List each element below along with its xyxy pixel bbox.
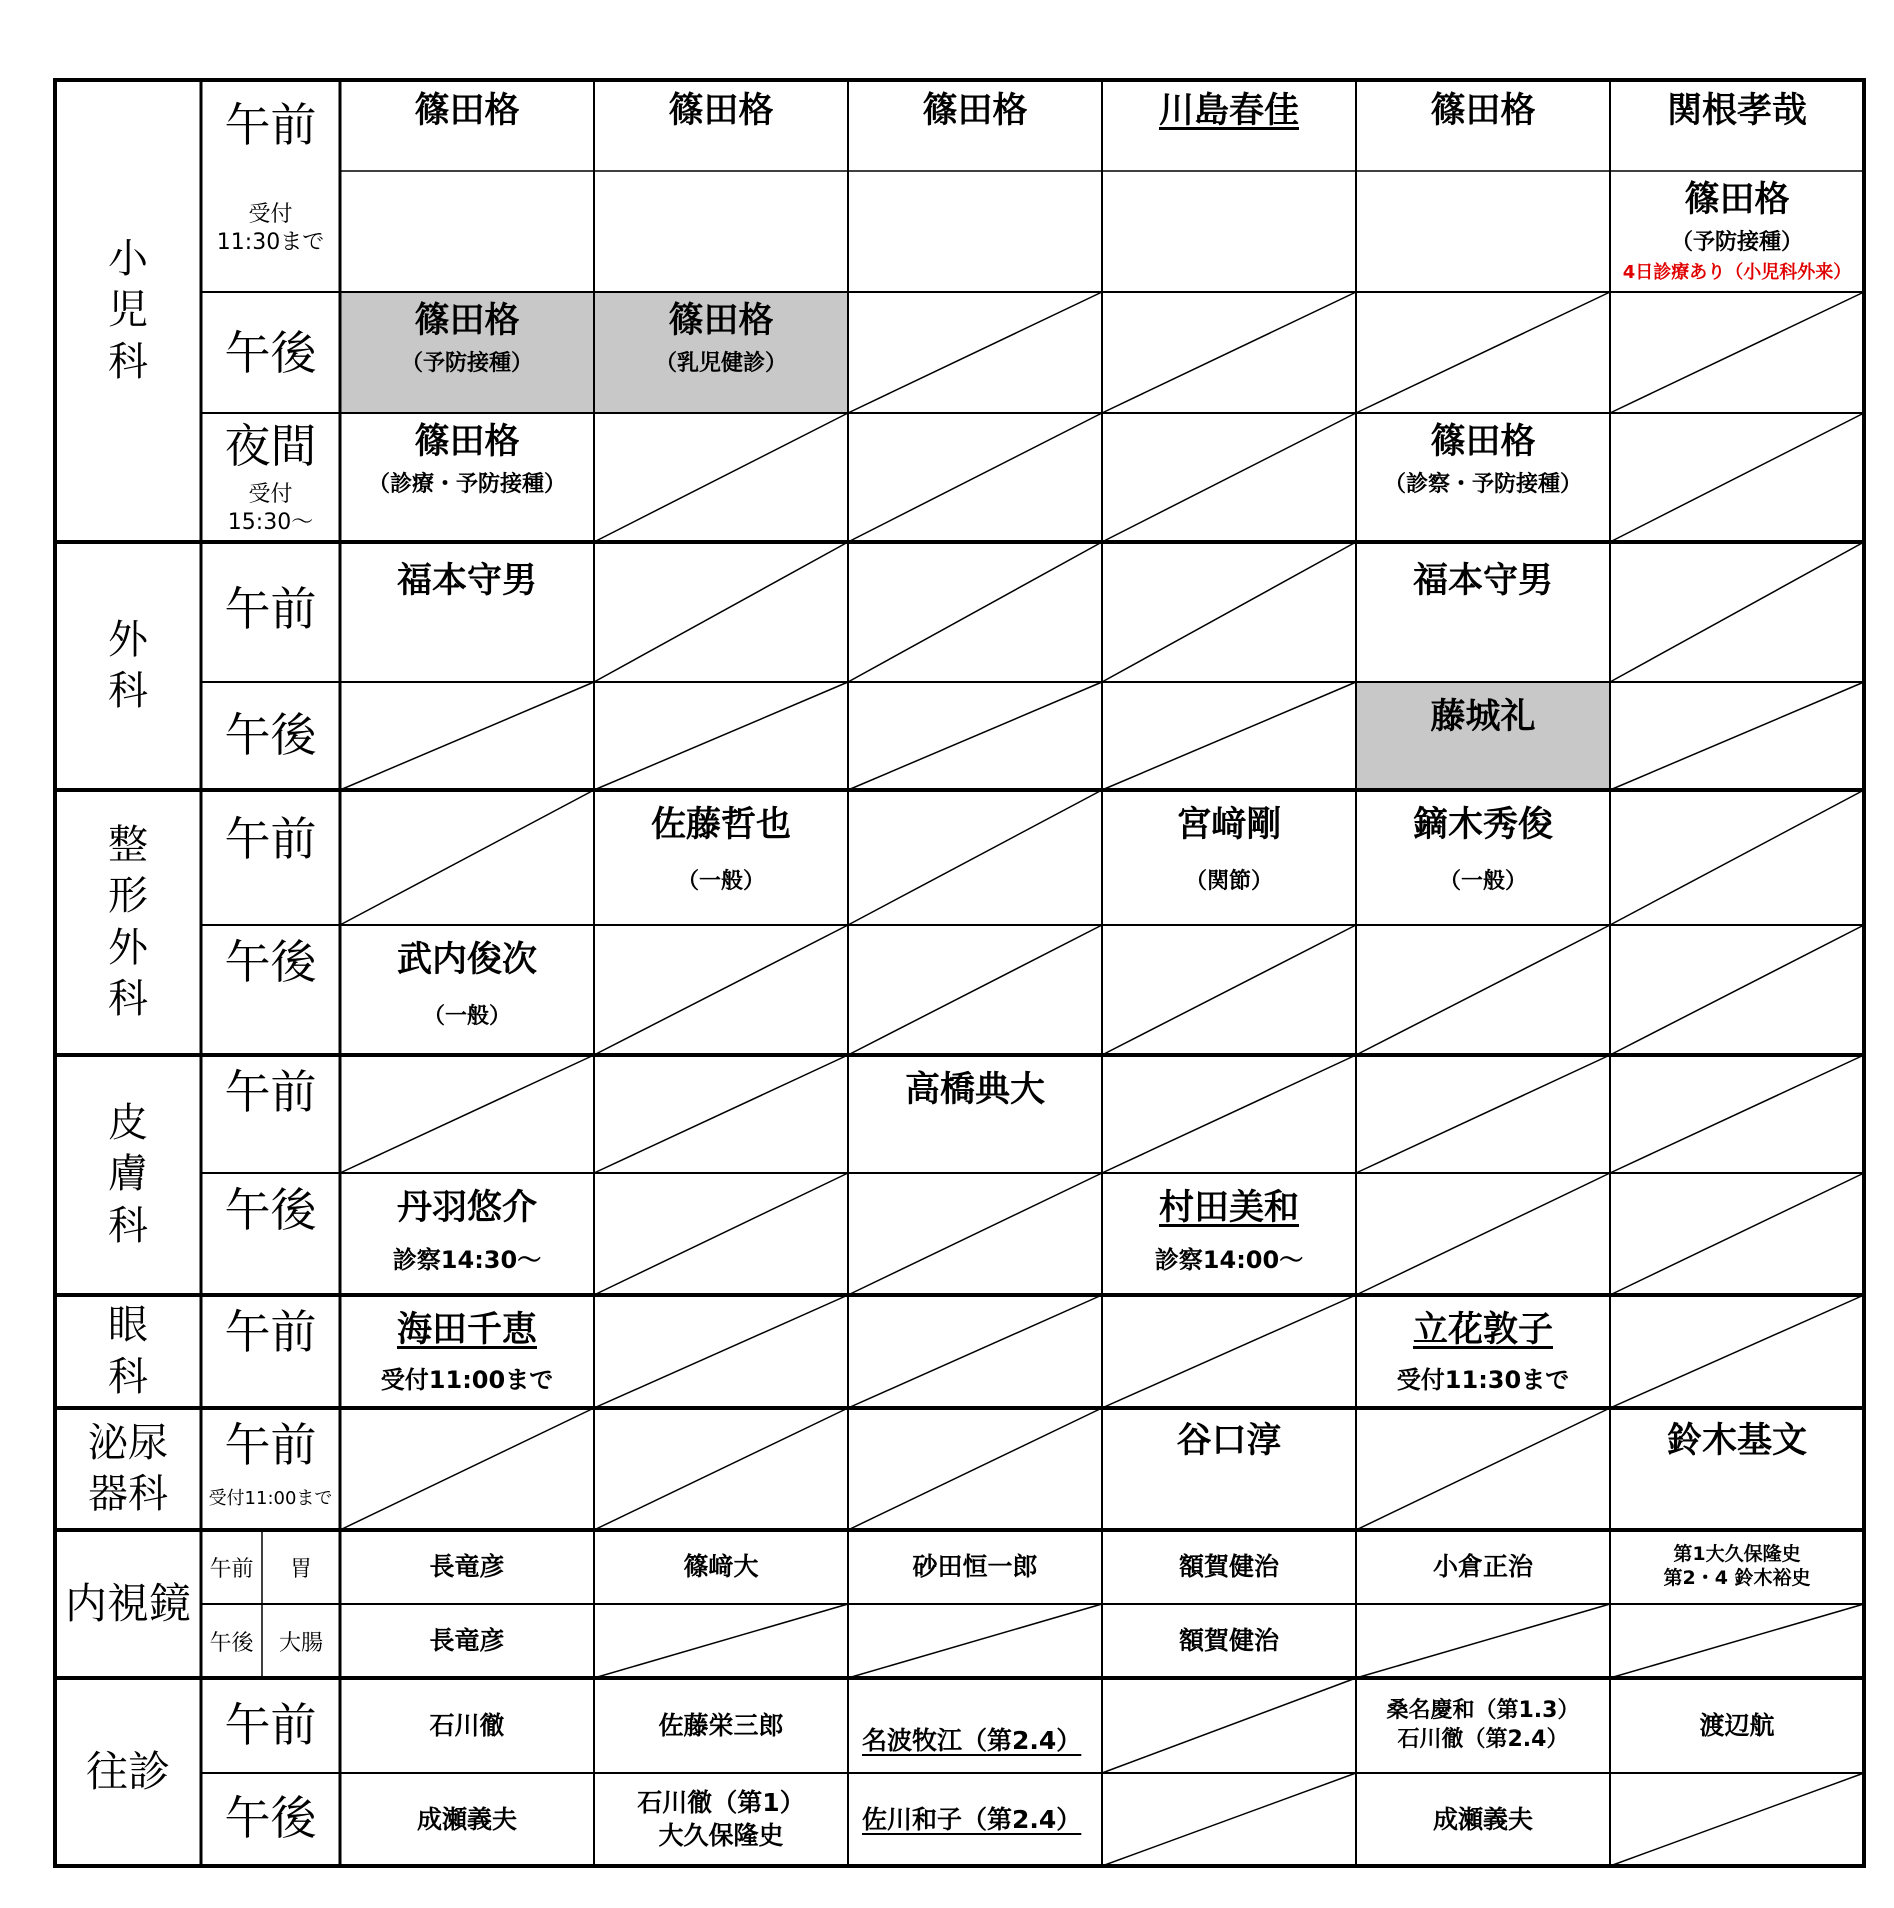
der-pm-col4 [1102, 1173, 1356, 1295]
unavailable-slash [1102, 413, 1356, 542]
ort-pm-col1 [340, 925, 594, 1055]
period-endo-stomach: 胃 [289, 1556, 312, 1582]
endo-am-col4 [1102, 1530, 1356, 1604]
doctor-name: 藤城礼 [1430, 697, 1536, 737]
dept-surgery: 外 科 [108, 616, 148, 714]
unavailable-slash [594, 1295, 848, 1408]
unavailable-slash [594, 1055, 848, 1173]
endo-am-col5 [1356, 1530, 1610, 1604]
doctor-note: （一般） [422, 1004, 511, 1029]
unavailable-slash [1610, 682, 1864, 790]
hc-pm-col2 [594, 1773, 848, 1866]
ped-am-col3 [848, 80, 1102, 171]
unavailable-slash [1356, 292, 1610, 413]
uro-am-col6 [1610, 1408, 1864, 1530]
oph-am-col5 [1356, 1295, 1610, 1408]
unavailable-slash [1102, 1295, 1356, 1408]
unavailable-slash [848, 925, 1102, 1055]
dept-pediatrics: 小 児 科 [108, 236, 148, 385]
doctor-name: 鏑木秀俊 [1412, 805, 1553, 845]
endo-am-col6 [1610, 1530, 1864, 1604]
unavailable-slash [1610, 790, 1864, 925]
period-sur-am [201, 542, 340, 682]
ped-pm-col1 [340, 292, 594, 413]
doctor-name: 篠田格 [1684, 180, 1790, 220]
hc-pm-col3 [848, 1773, 1102, 1866]
hc-am-col5 [1356, 1678, 1610, 1773]
sur-am-col1 [340, 542, 594, 682]
doctor-note: （予防接種） [1670, 230, 1803, 255]
period-endo-pm: 午後 [209, 1630, 254, 1656]
endo-am-col1 [340, 1530, 594, 1604]
hc-am-col1 [340, 1678, 594, 1773]
der-pm-col1 [340, 1173, 594, 1295]
doctor-name: 篠田格 [414, 301, 520, 341]
unavailable-slash [594, 542, 848, 682]
doctor-name: 宮﨑剛 [1176, 805, 1282, 845]
doctor-name: 長竜彦 [429, 1552, 505, 1582]
unavailable-slash [848, 1408, 1102, 1530]
reception-note: 受付 11:30まで [216, 202, 325, 255]
hc-am-col2 [594, 1678, 848, 1773]
ped-am-col6 [1610, 80, 1864, 171]
notice-red: 4日診療あり（小児科外来） [1622, 262, 1852, 283]
hc-pm-col1 [340, 1773, 594, 1866]
period-hc-pm [201, 1773, 340, 1866]
unavailable-slash [1610, 1604, 1864, 1678]
ort-am-col5 [1356, 790, 1610, 925]
unavailable-slash [1610, 925, 1864, 1055]
ped-am-col1 [340, 80, 594, 171]
unavailable-slash [1102, 1678, 1356, 1773]
unavailable-slash [1356, 1055, 1610, 1173]
period-label: 午後 [224, 935, 317, 989]
der-am-col3 [848, 1055, 1102, 1173]
doctor-note: （関節） [1184, 869, 1273, 894]
sur-pm-col5 [1356, 682, 1610, 790]
hc-pm-col5 [1356, 1773, 1610, 1866]
doctor-name: 関根孝哉 [1666, 91, 1807, 131]
dept-dermatology: 皮 膚 科 [108, 1100, 148, 1249]
reception-note: 受付11:00まで [208, 1488, 333, 1509]
doctor-name: 村田美和 [1158, 1188, 1299, 1228]
doctor-name: 立花敦子 [1412, 1310, 1553, 1350]
unavailable-slash [848, 1604, 1102, 1678]
unavailable-slash [594, 1173, 848, 1295]
doctor-name: 篠田格 [1430, 91, 1536, 131]
period-endo-colon: 大腸 [278, 1630, 323, 1656]
doctor-line: 第2・4 鈴木裕史 [1663, 1567, 1811, 1589]
doctor-name: 篠田格 [668, 301, 774, 341]
doctor-name: 額賀健治 [1178, 1552, 1279, 1582]
doctor-name: 額賀健治 [1178, 1626, 1279, 1656]
period-ped-pm [201, 292, 340, 413]
period-ped-am-reception [201, 171, 340, 292]
unavailable-slash [1610, 1773, 1864, 1866]
unavailable-slash [594, 1604, 848, 1678]
doctor-line: 大久保隆史 [658, 1820, 784, 1850]
doctor-name: 小倉正治 [1432, 1552, 1533, 1582]
unavailable-slash [1610, 1295, 1864, 1408]
oph-am-col1 [340, 1295, 594, 1408]
period-label: 午前 [224, 1698, 317, 1752]
uro-am-col4 [1102, 1408, 1356, 1530]
time-note: 診察14:30～ [392, 1246, 542, 1274]
period-endo-am: 午前 [209, 1556, 254, 1582]
unavailable-slash [594, 682, 848, 790]
doctor-name: 福本守男 [1412, 561, 1553, 601]
unavailable-slash [1102, 542, 1356, 682]
unavailable-slash [1610, 1173, 1864, 1295]
ped-night-col1 [340, 413, 594, 542]
unavailable-slash [340, 790, 594, 925]
doctor-name: 篠﨑大 [683, 1552, 759, 1582]
ort-am-col2 [594, 790, 848, 925]
period-label: 午前 [224, 582, 317, 636]
sur-am-col5 [1356, 542, 1610, 682]
period-label: 午前 [224, 1065, 317, 1119]
doctor-name: 武内俊次 [396, 940, 537, 980]
period-ort-pm [201, 925, 340, 1055]
reception-note: 受付 15:30～ [227, 482, 314, 535]
doctor-name: 名波牧江（第2.4） [862, 1726, 1082, 1755]
dept-urology: 泌尿 器科 [88, 1419, 168, 1517]
unavailable-slash [594, 1408, 848, 1530]
doctor-line: 第1大久保隆史 [1673, 1543, 1801, 1566]
doctor-name: 成瀬義夫 [1432, 1804, 1533, 1834]
dept-orthopedics: 整 形 外 科 [108, 822, 148, 1022]
period-label: 午前 [224, 98, 317, 152]
period-label: 午前 [224, 1305, 317, 1359]
doctor-name: 福本守男 [396, 561, 537, 601]
period-uro-am [201, 1408, 340, 1530]
ped-am-col5 [1356, 80, 1610, 171]
unavailable-slash [1356, 925, 1610, 1055]
period-der-am [201, 1055, 340, 1173]
doctor-name: 砂田恒一郎 [912, 1552, 1038, 1582]
doctor-note: （診療・予防接種） [367, 472, 566, 497]
endo-am-col3 [848, 1530, 1102, 1604]
unavailable-slash [1356, 1408, 1610, 1530]
ort-am-col4 [1102, 790, 1356, 925]
doctor-name: 丹羽悠介 [396, 1188, 537, 1228]
doctor-name: 篠田格 [414, 91, 520, 131]
dept-house-call: 往診 [85, 1747, 170, 1797]
unavailable-slash [340, 1408, 594, 1530]
period-sur-pm [201, 682, 340, 790]
period-oph-am [201, 1295, 340, 1408]
doctor-name: 谷口淳 [1176, 1421, 1282, 1461]
unavailable-slash [1102, 925, 1356, 1055]
doctor-note: （一般） [676, 869, 765, 894]
unavailable-slash [594, 925, 848, 1055]
period-label: 午前 [224, 1418, 317, 1472]
period-ped-am [201, 80, 340, 171]
unavailable-slash [1102, 682, 1356, 790]
doctor-note: （予防接種） [400, 351, 533, 376]
period-label: 夜間 [224, 419, 317, 473]
ped-pm-col2 [594, 292, 848, 413]
time-note: 受付11:00まで [380, 1366, 554, 1394]
unavailable-slash [1356, 1604, 1610, 1678]
doctor-name: 篠田格 [668, 91, 774, 131]
ped-night-col5 [1356, 413, 1610, 542]
hc-am-col3 [848, 1678, 1102, 1773]
dept-endoscopy: 内視鏡 [64, 1579, 191, 1629]
doctor-name: 佐川和子（第2.4） [862, 1805, 1082, 1834]
doctor-name: 篠田格 [414, 422, 520, 462]
doctor-name: 石川徹 [429, 1710, 505, 1740]
endo-pm-col1 [340, 1604, 594, 1678]
dept-ophthalmology: 眼 科 [108, 1302, 148, 1400]
unavailable-slash [1610, 1055, 1864, 1173]
doctor-name: 佐藤哲也 [650, 805, 791, 845]
unavailable-slash [848, 1295, 1102, 1408]
endo-am-col2 [594, 1530, 848, 1604]
unavailable-slash [848, 292, 1102, 413]
ped-am-col4 [1102, 80, 1356, 171]
ped-am2-col6 [1610, 171, 1864, 292]
doctor-line: 石川徹（第1） [637, 1788, 805, 1817]
period-ort-am [201, 790, 340, 925]
time-note: 受付11:30まで [1396, 1366, 1570, 1394]
unavailable-slash [848, 682, 1102, 790]
period-ped-night [201, 413, 340, 542]
unavailable-slash [848, 413, 1102, 542]
period-label: 午前 [224, 812, 317, 866]
doctor-note: （一般） [1438, 869, 1527, 894]
ped-am-col2 [594, 80, 848, 171]
period-label: 午後 [224, 326, 317, 380]
unavailable-slash [1102, 1773, 1356, 1866]
unavailable-slash [1102, 1055, 1356, 1173]
doctor-line: 桑名慶和（第1.3） [1386, 1697, 1580, 1723]
doctor-name: 成瀬義夫 [416, 1804, 517, 1834]
period-label: 午後 [224, 1791, 317, 1845]
doctor-name: 鈴木基文 [1666, 1421, 1807, 1461]
unavailable-slash [848, 790, 1102, 925]
unavailable-slash [340, 1055, 594, 1173]
unavailable-slash [340, 682, 594, 790]
endo-pm-col4 [1102, 1604, 1356, 1678]
doctor-name: 篠田格 [1430, 422, 1536, 462]
time-note: 診察14:00～ [1154, 1246, 1304, 1274]
doctor-name: 長竜彦 [429, 1626, 505, 1656]
unavailable-slash [594, 413, 848, 542]
hc-am-col6 [1610, 1678, 1864, 1773]
period-label: 午後 [224, 1183, 317, 1237]
period-der-pm [201, 1173, 340, 1295]
doctor-note: （乳児健診） [654, 351, 787, 376]
unavailable-slash [848, 542, 1102, 682]
doctor-name: 海田千恵 [396, 1310, 537, 1350]
doctor-note: （診察・予防接種） [1383, 472, 1582, 497]
unavailable-slash [1610, 292, 1864, 413]
doctor-name: 篠田格 [922, 91, 1028, 131]
unavailable-slash [1356, 1173, 1610, 1295]
doctor-name: 佐藤栄三郎 [658, 1710, 784, 1740]
unavailable-slash [1102, 292, 1356, 413]
unavailable-slash [1610, 542, 1864, 682]
doctor-line: 石川徹（第2.4） [1397, 1726, 1569, 1752]
period-hc-am [201, 1678, 340, 1773]
doctor-name: 川島春佳 [1158, 91, 1299, 131]
period-label: 午後 [224, 708, 317, 762]
doctor-name: 高橋典大 [904, 1070, 1045, 1110]
unavailable-slash [1610, 413, 1864, 542]
unavailable-slash [848, 1173, 1102, 1295]
doctor-name: 渡辺航 [1699, 1710, 1775, 1740]
